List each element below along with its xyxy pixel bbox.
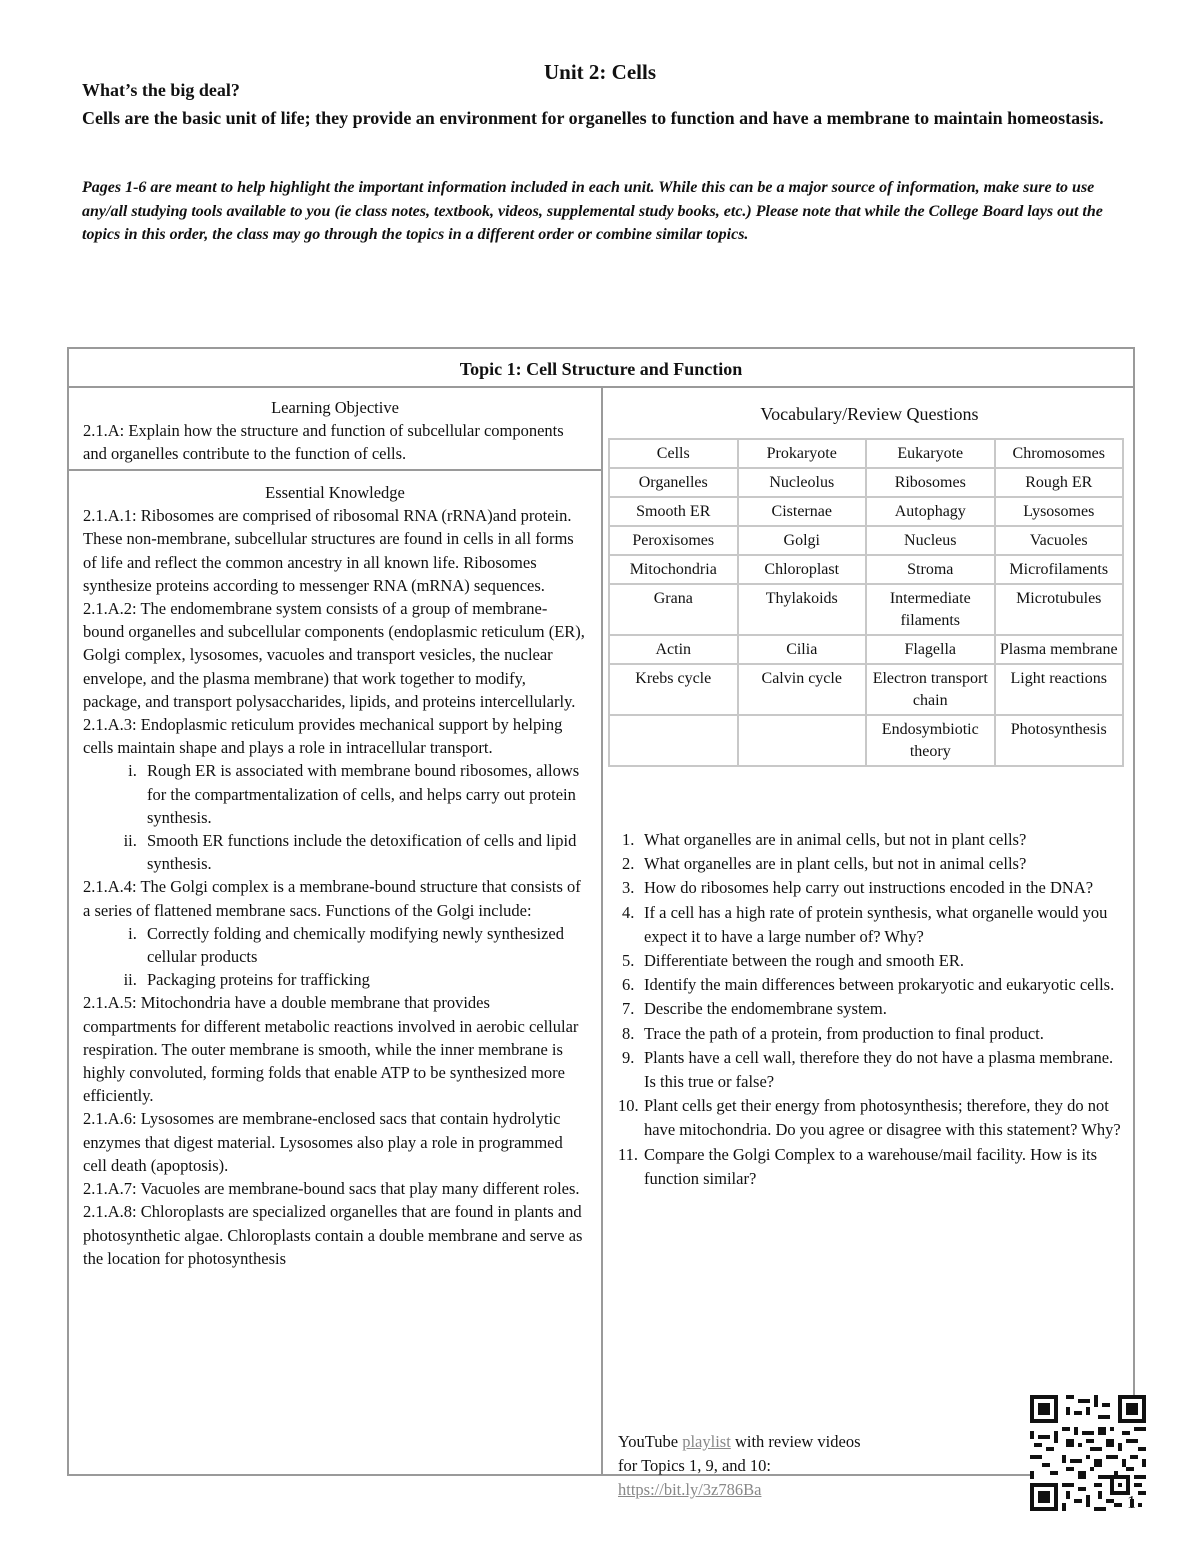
youtube-suffix: with review videos for Topics 1, 9, and 10: — [618, 1432, 861, 1475]
vocab-cell: Vacuoles — [995, 526, 1124, 555]
vocab-table — [608, 438, 1124, 767]
vocab-cell: Golgi — [738, 526, 867, 555]
vocab-cell: Calvin cycle — [738, 664, 867, 715]
ek-2-1-a-3: 2.1.A.3: Endoplasmic reticulum provides mechanical support by helping cells maintain shape and plays a role in intracellular transport. — [83, 715, 563, 758]
table-row — [609, 468, 1123, 497]
page-number: 1 — [1127, 1492, 1136, 1512]
question-item — [622, 997, 1127, 1021]
ek-2-1-a-5: 2.1.A.5: Mitochondria have a double membrane that provides compartments for different metabolic reactions involved in aerobic cellular respiration. The outer membrane is smooth, while the inner membrane is highly convoluted, forming folds that enable ATP to be synthesized more efficiently. — [83, 993, 579, 1106]
ek-2-1-a-2: 2.1.A.2: The endomembrane system consists of a group of membrane-bound organelles and subcellular components (endoplasmic reticulum (ER), Golgi complex, lysosomes, vacuoles and transport vesicles, the nuclear envelope, and the plasma membrane) that work together to modify, package, and transport polysaccharides, lipids, and proteins intercellularly. — [83, 599, 585, 711]
question-text: Identify the main differences between prokaryotic and eukaryotic cells. — [644, 975, 1115, 995]
table-row — [609, 497, 1123, 526]
question-text: What organelles are in plant cells, but not in animal cells? — [644, 854, 1027, 874]
big-deal-heading: What’s the big deal? — [82, 80, 240, 100]
vocab-cell: Light reactions — [995, 664, 1124, 715]
vocab-cell — [738, 715, 867, 766]
question-text: Plant cells get their energy from photosynthesis; therefore, they do not have mitochondria. Do you agree or disagree with this statement? Why? — [644, 1096, 1121, 1140]
list-item: i. Correctly folding and chemically modifying newly synthesized cellular products — [141, 922, 587, 968]
table-row — [609, 635, 1123, 664]
vocab-cell: Chloroplast — [738, 555, 867, 584]
question-number: 8. — [622, 1023, 635, 1043]
question-item — [622, 1046, 1127, 1094]
vocab-cell — [609, 715, 738, 766]
essential-knowledge-heading: Essential Knowledge — [265, 483, 405, 502]
vocab-cell: Microfilaments — [995, 555, 1124, 584]
vocab-cell: Ribosomes — [866, 468, 995, 497]
vocab-cell: Cisternae — [738, 497, 867, 526]
question-item — [622, 949, 1127, 973]
vocab-cell: Plasma membrane — [995, 635, 1124, 664]
question-item — [622, 852, 1127, 876]
vocab-cell: Grana — [609, 584, 738, 635]
question-text: How do ribosomes help carry out instructions encoded in the DNA? — [644, 878, 1094, 898]
vocab-cell: Lysosomes — [995, 497, 1124, 526]
youtube-playlist-note — [618, 1430, 878, 1502]
table-row — [609, 439, 1123, 468]
vocab-cell: Cilia — [738, 635, 867, 664]
vocab-cell: Electron transport chain — [866, 664, 995, 715]
vocab-cell: Stroma — [866, 555, 995, 584]
question-number: 10. — [618, 1096, 639, 1116]
question-number: 7. — [622, 999, 635, 1019]
big-deal-body: Cells are the basic unit of life; they provide an environment for organelles to function and have a membrane to maintain homeostasis. — [82, 108, 1104, 128]
question-item — [622, 973, 1127, 997]
vocab-cell: Microtubules — [995, 584, 1124, 635]
ek-2-1-a-3-list — [83, 759, 587, 875]
vocab-cell: Endosymbiotic theory — [866, 715, 995, 766]
ek-2-1-a-7: 2.1.A.7: Vacuoles are membrane-bound sacs that play many different roles. — [83, 1179, 580, 1199]
vocab-heading: Vocabulary/Review Questions — [760, 404, 979, 424]
list-item: ii. Smooth ER functions include the detoxification of cells and lipid synthesis. — [141, 829, 587, 875]
question-item — [622, 876, 1127, 900]
question-item — [618, 1094, 1127, 1142]
ek-2-1-a-1: 2.1.A.1: Ribosomes are comprised of ribosomal RNA (rRNA)and protein. These non-membrane, subcellular structures are found in cells in all forms of life and reflect the common ancestry in all known life. Ribosomes synthesize proteins according to messenger RNA (mRNA) sequences. — [83, 506, 574, 595]
question-number: 1. — [622, 830, 635, 849]
vocab-cell: Chromosomes — [995, 439, 1124, 468]
vocab-cell: Cells — [609, 439, 738, 468]
ek-2-1-a-8: 2.1.A.8: Chloroplasts are specialized organelles that are found in plants and photosynthetic algae. Chloroplasts contain a double membrane and serve as the location for photosynthesis — [83, 1202, 583, 1268]
question-number: 9. — [622, 1047, 635, 1067]
ek-2-1-a-4: 2.1.A.4: The Golgi complex is a membrane-bound structure that consists of a series of flattened membrane sacs. Functions of the Golgi include: — [83, 877, 581, 920]
vocab-cell: Rough ER — [995, 468, 1124, 497]
playlist-url-link[interactable]: https://bit.ly/3z786Ba — [618, 1480, 762, 1499]
playlist-link[interactable]: playlist — [682, 1432, 731, 1451]
vocab-cell: Prokaryote — [738, 439, 867, 468]
vocab-cell: Krebs cycle — [609, 664, 738, 715]
review-questions — [618, 828, 1127, 1191]
question-text: Differentiate between the rough and smooth ER. — [644, 951, 964, 971]
question-item — [622, 901, 1127, 949]
unit-title: Unit 2: Cells — [544, 60, 656, 84]
essential-knowledge-cell — [69, 473, 601, 1270]
learning-objective-heading: Learning Objective — [271, 398, 399, 417]
vocab-cell: Mitochondria — [609, 555, 738, 584]
vocab-cell: Autophagy — [866, 497, 995, 526]
question-text: If a cell has a high rate of protein synthesis, what organelle would you expect it to have a large number of? Why? — [644, 902, 1108, 946]
vocab-cell: Nucleolus — [738, 468, 867, 497]
table-row — [609, 555, 1123, 584]
vocab-cell: Flagella — [866, 635, 995, 664]
ek-2-1-a-6: 2.1.A.6: Lysosomes are membrane-enclosed sacs that contain hydrolytic enzymes that digest material. Lysosomes also play a role in programmed cell death (apoptosis). — [83, 1109, 563, 1175]
question-number: 4. — [622, 902, 635, 922]
table-row — [609, 664, 1123, 715]
question-text: Plants have a cell wall, therefore they do not have a plasma membrane. Is this true or false? — [644, 1047, 1114, 1092]
vocab-cell: Intermediate filaments — [866, 584, 995, 635]
question-item — [622, 1022, 1127, 1046]
vocab-cell: Actin — [609, 635, 738, 664]
vocab-cell: Organelles — [609, 468, 738, 497]
table-row — [609, 584, 1123, 635]
learning-objective-text: 2.1.A: Explain how the structure and function of subcellular components and organelles contribute to the function of cells. — [83, 421, 564, 463]
list-item: i. Rough ER is associated with membrane bound ribosomes, allows for the compartmentalization of cells, and helps carry out protein synthesis. — [141, 759, 587, 829]
vocab-cell: Nucleus — [866, 526, 995, 555]
list-item: ii. Packaging proteins for trafficking — [141, 968, 587, 991]
youtube-prefix: YouTube — [618, 1432, 683, 1451]
topic-table — [67, 347, 1135, 1499]
topic-title: Topic 1: Cell Structure and Function — [69, 349, 1133, 388]
question-number: 2. — [622, 854, 635, 874]
question-text: Trace the path of a protein, from production to final product. — [644, 1023, 1044, 1043]
table-row — [609, 715, 1123, 766]
vocab-review-cell — [604, 390, 1135, 1499]
vocab-cell: Thylakoids — [738, 584, 867, 635]
study-note: Pages 1-6 are meant to help highlight the important information included in each unit. While this can be a major source of information, make sure to use any/all studying tools available to you (ie class notes, textbook, videos, supplemental study books, etc.) Please note that while the College Board lays out the topics in this order, the class may go through the topics in a different order or combine similar topics. — [82, 179, 1103, 243]
column-divider — [601, 388, 603, 1476]
question-item — [618, 1143, 1127, 1191]
question-number: 3. — [622, 878, 635, 898]
question-text: Describe the endomembrane system. — [644, 999, 887, 1019]
question-text: Compare the Golgi Complex to a warehouse/mail facility. How is its function similar? — [644, 1144, 1098, 1188]
vocab-cell: Eukaryote — [866, 439, 995, 468]
question-number: 5. — [622, 951, 635, 971]
learning-objective-cell — [69, 388, 601, 471]
vocab-cell: Peroxisomes — [609, 526, 738, 555]
question-text: What organelles are in animal cells, but not in plant cells? — [644, 830, 1027, 849]
table-row — [609, 526, 1123, 555]
vocab-cell: Smooth ER — [609, 497, 738, 526]
question-item — [622, 828, 1127, 852]
vocab-cell: Photosynthesis — [995, 715, 1124, 766]
ek-2-1-a-4-list — [83, 922, 587, 992]
question-number: 11. — [618, 1144, 639, 1164]
question-number: 6. — [622, 975, 635, 995]
